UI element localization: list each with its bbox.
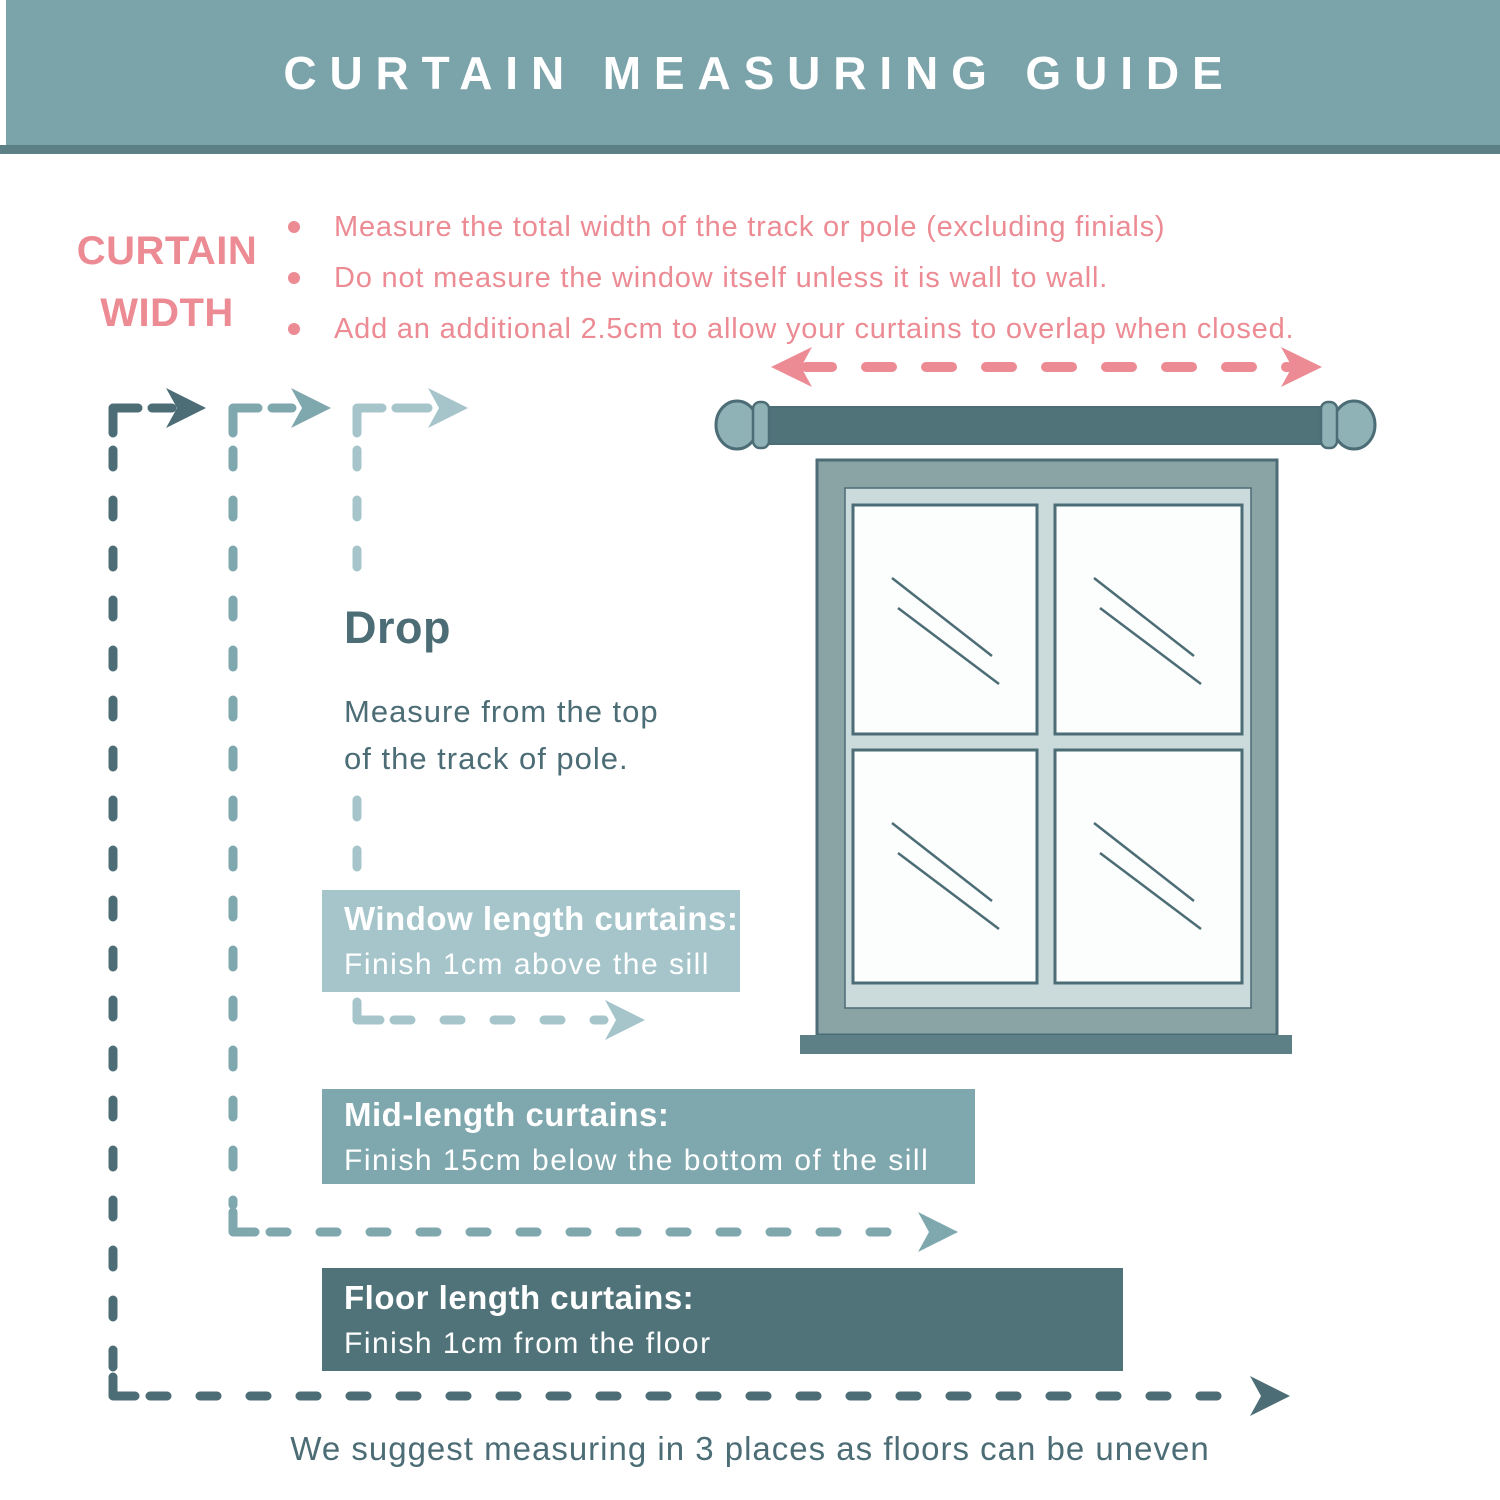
window-length-title: Window length curtains:	[344, 900, 739, 937]
drop-description-line2: of the track of pole.	[344, 741, 629, 776]
window-sill	[800, 1035, 1292, 1054]
mid-length-detail: Finish 15cm below the bottom of the sill	[344, 1143, 930, 1177]
curtain-width-label-line1: CURTAIN	[76, 229, 258, 273]
page-title: CURTAIN MEASURING GUIDE	[283, 46, 1236, 99]
finial-right	[1333, 401, 1375, 449]
bullet-text: Do not measure the window itself unless it is wall to wall.	[334, 262, 1109, 294]
bullet-text: Measure the total width of the track or pole (excluding finials)	[334, 211, 1166, 243]
window-length-detail: Finish 1cm above the sill	[344, 948, 710, 981]
arrowhead-icon	[428, 388, 468, 428]
window-length-box	[322, 890, 740, 992]
floor-length-title: Floor length curtains:	[344, 1278, 695, 1316]
curtain-width-label-line2: WIDTH	[100, 291, 234, 335]
floor-length-box	[322, 1268, 1123, 1371]
drop-description	[344, 688, 659, 782]
window-pane	[853, 750, 1037, 983]
mid-length-box	[322, 1089, 975, 1184]
finial-left	[716, 401, 758, 449]
floor-length-detail: Finish 1cm from the floor	[344, 1326, 712, 1360]
arrowhead-icon	[291, 388, 331, 428]
curtain-pole	[716, 401, 1375, 449]
drop-description-line1: Measure from the top	[344, 694, 659, 729]
mid-length-title: Mid-length curtains:	[344, 1095, 670, 1133]
arrowhead-icon	[1250, 1376, 1290, 1416]
bullet-text: Add an additional 2.5cm to allow your curtains to overlap when closed.	[334, 313, 1295, 345]
drop-heading: Drop	[344, 602, 451, 653]
arrowhead-icon	[605, 1000, 645, 1040]
arrowhead-icon	[918, 1212, 958, 1252]
window-illustration	[800, 460, 1292, 1054]
width-measure-arrow	[771, 347, 1322, 387]
footer-note: We suggest measuring in 3 places as floors can be uneven	[290, 1430, 1210, 1467]
